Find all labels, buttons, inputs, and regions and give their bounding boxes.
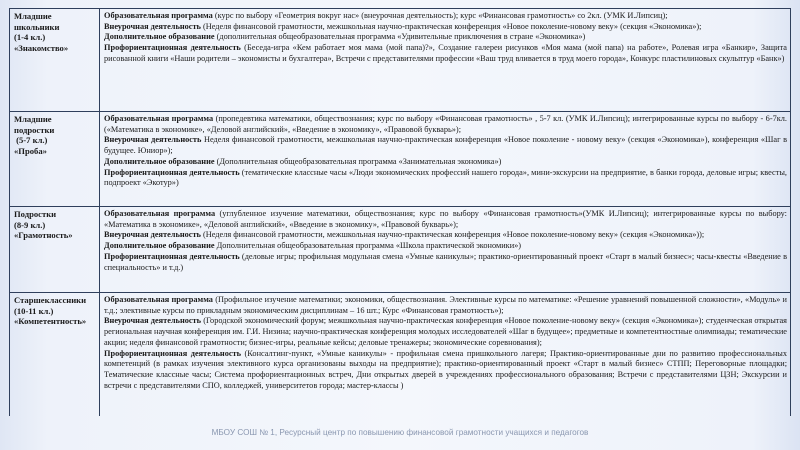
stage-grades: (8-9 кл.): [14, 219, 46, 230]
activity-item: [104, 11, 787, 22]
stage-motto: «Проба»: [14, 145, 47, 156]
description-cell: [100, 293, 791, 417]
activity-text: Дополнительная общеобразовательная программа «Школа практической экономики»): [214, 241, 522, 251]
activity-text: (Дополнительная общеобразовательная программа «Занимательная экономика»): [214, 156, 502, 166]
table-row-junior-school: [10, 9, 791, 112]
stage-cell: [10, 112, 100, 207]
activity-item: [104, 114, 787, 135]
activity-text: (пропедевтика математики, обществознания; курс по выбору «Финансовая грамотность» , 5-7 кл. (УМК И.Липсиц); интегрированные курсы по выбору - 6-7кл.(«Математика в экономике», «Деловой английский», «Введение в экономику», «Правовой букварь»);: [104, 114, 787, 134]
stage-motto: «Знакомство»: [14, 42, 69, 53]
program-table: [9, 8, 791, 416]
activity-text: (углубленное изучение математики, обществознания; курс по выбору «Финансовая грамотность»(УМК И.Липсиц); интегрированные курсы по выбору: «Математика в экономике», «Деловой английский», «Введение в экономику», «Правовой букварь»);: [104, 209, 787, 229]
activity-item: [104, 230, 787, 241]
table-row-teens: [10, 207, 791, 293]
activity-text: (Неделя финансовой грамотности, межшкольная научно-практическая конференция «Новое поколение-новому веку» (секция «Экономика»);: [200, 21, 702, 31]
stage-line: Подростки: [14, 209, 57, 219]
activity-label: Дополнительное образование: [104, 32, 215, 42]
activity-text: (Неделя финансовой грамотности, межшкольная научно-практическая конференция «Новое поколение-новому веку» (секция «Экономика»));: [200, 230, 705, 240]
activity-label: Внеурочная деятельность: [104, 230, 201, 240]
table-row-seniors: [10, 293, 791, 417]
activity-label: Внеурочная деятельность: [104, 316, 202, 326]
activity-text: (тематические классные часы «Люди экономических профессий нашего города», мини-экскурсии на предприятие, в банки города, деловые игры; квесты, подпроект «Экотур»): [104, 167, 787, 188]
activity-item: [104, 252, 787, 273]
activity-text: (дополнительная общеобразовательная программа «Удивительные приключения в стране «Экономика»): [214, 32, 586, 42]
activity-item: [104, 157, 787, 168]
description-cell: [100, 207, 791, 293]
activity-label: Внеурочная деятельность: [104, 135, 202, 145]
activity-text: (курс по выбору «Геометрия вокруг нас» (внеурочная деятельность); курс «Финансовая грамотность» со 2кл. (УМК И.Липсиц);: [212, 11, 668, 20]
stage-line: Младшие: [14, 11, 52, 21]
stage-motto: «Грамотность»: [14, 230, 73, 241]
activity-item: [104, 316, 787, 348]
footer-caption: МБОУ СОШ № 1, Ресурсный центр по повышению финансовой грамотности учащихся и педагогов: [211, 428, 589, 437]
activity-label: Образовательная программа: [104, 114, 214, 123]
activity-text: (Профильное изучение математики; экономики, обществознания. Элективные курсы по математике: «Решение уравнений повышенной сложности», «Модуль» и т.д.; элективные курсы по прикладным экономическим дисциплинам – 16 шт.; Курс «Финансовая грамотность»);: [104, 295, 787, 315]
stage-cell: [10, 207, 100, 293]
stage-line: Старшеклассники: [14, 295, 87, 305]
activity-label: Внеурочная деятельность: [104, 21, 201, 31]
activity-label: Профориентационная деятельность: [104, 251, 240, 261]
activity-label: Образовательная программа: [104, 11, 213, 20]
activity-text: (деловые игры; профильная модульная смена «Умные каникулы»; практико-ориентированный проект «Старт в малый бизнес»; часы-квесты «Введение в специальность» и т.д.): [104, 251, 787, 272]
activity-item: [104, 168, 787, 189]
activity-text: (Городской экономический форум; межшкольная научно-практическая конференция «Новое поколение-новому веку» (секция «Экономика»); студенческая открытая региональная научная конференция им. Г.И. Низина; научно-практическая конференция молодых исследователей «Шаг в будущее»; предметные и компетентностные олимпиады; тематические акции; неделя финансовой грамотности; бизнес-игры, реальные кейсы; деловые тренажеры; экономические соревнования);: [104, 316, 787, 347]
activity-item: [104, 22, 787, 33]
table-frame: [9, 8, 791, 416]
activity-label: Образовательная программа: [104, 295, 213, 304]
stage-line: Младшие: [14, 114, 52, 124]
activity-item: [104, 32, 787, 43]
table-row-junior-teens: [10, 112, 791, 207]
stage-grades: (5-7 кл.): [14, 135, 48, 146]
activity-item: [104, 43, 787, 64]
activity-label: Образовательная программа: [104, 209, 216, 218]
activity-text: (Беседа-игра «Кем работает моя мама (мой папа)?», Создание галереи рисунков «Моя мама (мой папа) на работе», Ролевая игра «Банкир», Защита рисованной книги «Наши родители – экономисты и бухгалтера», Встречи с представителями профессии «Ваш труд вливается в труд моего города», Конкурс пластилиновых скульптур «Банк»): [104, 43, 787, 63]
activity-label: Профориентационная деятельность: [104, 43, 241, 53]
stage-line: школьники: [14, 21, 60, 32]
activity-label: Профориентационная деятельность: [104, 167, 240, 177]
stage-cell: [10, 293, 100, 417]
stage-cell: [10, 9, 100, 112]
activity-item: [104, 241, 787, 252]
activity-label: Дополнительное образование: [104, 156, 215, 166]
stage-motto: «Компетентность»: [14, 316, 87, 327]
activity-text: (Консалтинг-пункт, «Умные каникулы» - профильная смена пришкольного лагеря; Практико-ориентированные дни по развитию профессиональных компетенций (в рамках изучения элективного курса организованы выходы на предприятие); практико-ориентированный проект «Старт в малый бизнес» СТПП; Переговорные площадки; Тематические классные часы; Система профориентационных встреч, Дни открытых дверей в учреждениях профессионального образования; Встречи с представителями ЦЗН; Экскурсии и встречи с представителями СПО, колледжей, университетов города; мастер-классы ): [104, 348, 788, 390]
activity-label: Дополнительное образование: [104, 241, 215, 251]
stage-grades: (10-11 кл.): [14, 305, 54, 316]
description-cell: [100, 9, 791, 112]
activity-text: Неделя финансовой грамотности, межшкольная научно-практическая конференция «Новое поколение - новому веку» (секция «Экономика»), конференция «Шаг в будущее. Юниор»);: [104, 135, 787, 156]
activity-item: [104, 295, 787, 316]
activity-item: [104, 209, 787, 230]
stage-line: подростки: [14, 124, 55, 135]
description-cell: [100, 112, 791, 207]
activity-item: [104, 135, 787, 156]
activity-item: [104, 349, 787, 392]
stage-grades: (1-4 кл.): [14, 32, 46, 43]
activity-label: Профориентационная деятельность: [104, 348, 241, 358]
